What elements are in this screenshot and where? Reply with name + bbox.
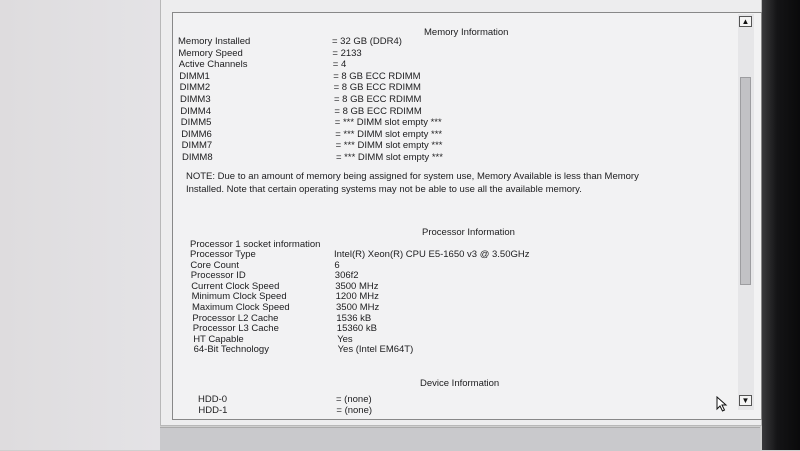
memory-row — [178, 94, 738, 106]
triangle-down-icon: ▼ — [741, 396, 750, 405]
processor-label: Processor Type — [190, 249, 256, 260]
memory-row — [178, 152, 738, 164]
processor-value: Yes — [337, 333, 353, 345]
processor-label: 64-Bit Technology — [193, 344, 269, 356]
left-navigation-panel — [0, 0, 160, 450]
processor-value: 6 — [334, 259, 340, 271]
device-label: HDD-1 — [198, 404, 228, 416]
memory-label: DIMM2 — [179, 82, 211, 94]
device-value: = (none) — [336, 404, 373, 416]
mouse-pointer-icon — [716, 396, 728, 412]
memory-row — [178, 106, 738, 118]
memory-label: DIMM5 — [180, 117, 212, 129]
vertical-scrollbar[interactable] — [738, 14, 754, 410]
memory-value: = 4 — [332, 59, 347, 71]
memory-value: = 8 GB ECC RDIMM — [333, 82, 421, 94]
scroll-up-button[interactable] — [739, 16, 752, 27]
processor-value: 1200 MHz — [335, 291, 379, 303]
processor-information-heading: Processor Information — [422, 227, 515, 238]
monitor-bezel — [762, 0, 800, 450]
memory-label: Memory Installed — [178, 36, 251, 47]
device-label: HDD-0 — [198, 394, 228, 405]
processor-label: Core Count — [190, 259, 239, 271]
processor-label: Current Clock Speed — [191, 280, 280, 292]
bottom-button-bar — [160, 427, 760, 451]
memory-row — [178, 129, 738, 141]
processor-value: 1536 kB — [336, 312, 372, 324]
processor-label: Processor ID — [190, 270, 246, 282]
processor-value: 15360 kB — [336, 323, 377, 335]
memory-label: Active Channels — [178, 59, 248, 71]
memory-row — [178, 59, 738, 71]
memory-value: = 8 GB ECC RDIMM — [334, 105, 422, 117]
processor-value: 3500 MHz — [336, 302, 380, 313]
processor-label: Maximum Clock Speed — [192, 302, 290, 313]
processor-value: 306f2 — [334, 270, 359, 282]
processor-label: Processor L2 Cache — [192, 312, 279, 324]
processor-socket-label: Processor 1 socket information — [190, 239, 321, 250]
memory-information-heading: Memory Information — [424, 27, 509, 38]
processor-label: Processor L3 Cache — [192, 323, 279, 335]
memory-label: DIMM7 — [181, 140, 213, 152]
memory-label: DIMM4 — [180, 105, 212, 117]
memory-label: DIMM6 — [181, 128, 212, 140]
memory-value: = 8 GB ECC RDIMM — [334, 94, 422, 105]
memory-label: DIMM1 — [179, 70, 210, 82]
processor-value: Intel(R) Xeon(R) CPU E5-1650 v3 @ 3.50GHz — [334, 249, 530, 260]
memory-row — [178, 140, 738, 152]
memory-label: Memory Speed — [178, 47, 243, 59]
memory-row — [178, 82, 738, 94]
processor-value: Yes (Intel EM64T) — [337, 344, 414, 356]
memory-value: = 8 GB ECC RDIMM — [333, 70, 421, 82]
scroll-down-button[interactable] — [739, 395, 752, 406]
processor-row — [178, 344, 738, 356]
memory-value: = 2133 — [332, 47, 362, 59]
scroll-thumb[interactable] — [740, 77, 751, 285]
memory-value: = *** DIMM slot empty *** — [335, 128, 443, 140]
memory-value: = *** DIMM slot empty *** — [336, 152, 443, 163]
memory-row — [178, 48, 738, 60]
processor-label: HT Capable — [193, 333, 244, 345]
memory-row — [178, 71, 738, 83]
device-information-heading: Device Information — [420, 378, 500, 389]
processor-label: Minimum Clock Speed — [191, 291, 287, 303]
memory-row — [178, 117, 738, 129]
device-row — [178, 405, 738, 417]
system-information-content — [178, 16, 738, 418]
memory-label: DIMM3 — [180, 94, 211, 105]
triangle-up-icon: ▲ — [741, 17, 750, 26]
memory-value: = *** DIMM slot empty *** — [335, 140, 443, 152]
memory-value: = 32 GB (DDR4) — [332, 36, 402, 47]
memory-note: NOTE: Due to an amount of memory being assigned for system use, Memory Available is less than Memory Installed. Note that certain operating systems may not be able to use all the available memory. — [186, 171, 639, 195]
processor-value: 3500 MHz — [335, 280, 379, 292]
device-value: = (none) — [336, 394, 372, 405]
memory-value: = *** DIMM slot empty *** — [334, 117, 442, 129]
memory-row — [178, 36, 738, 48]
memory-label: DIMM8 — [182, 152, 213, 163]
